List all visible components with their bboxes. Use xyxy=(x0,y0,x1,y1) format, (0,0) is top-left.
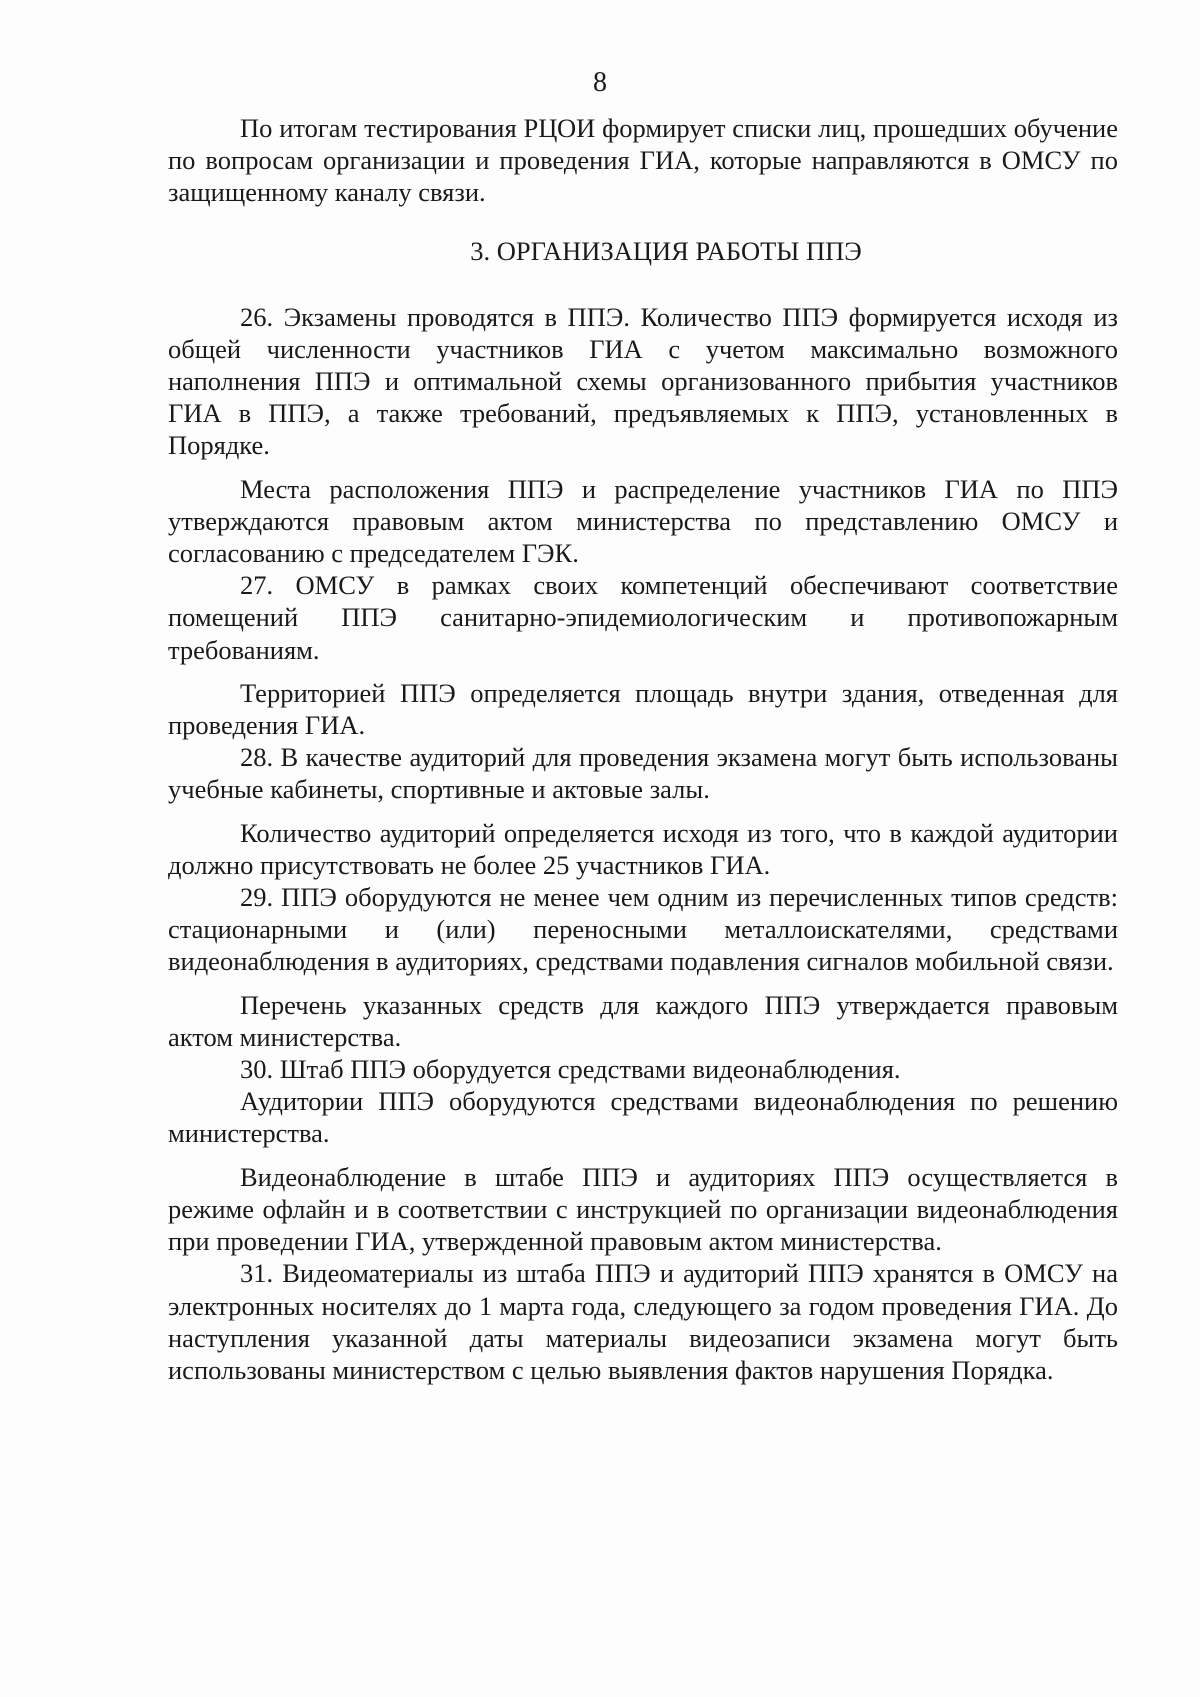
section-heading: 3. ОРГАНИЗАЦИЯ РАБОТЫ ППЭ xyxy=(470,235,862,266)
paragraph-30-video: Видеонаблюдение в штабе ППЭ и аудиториях ППЭ осуществляется в режиме офлайн и в соответствии с инструкцией по организации видеонаблюдения при проведении ГИА, утвержденной правовым актом министерства. xyxy=(168,1161,1118,1257)
paragraph-29: 29. ППЭ оборудуются не менее чем одним из перечисленных типов средств: стационарными и (или) переносными металлоискателями, средствами видеонаблюдения в аудиториях, средствами подавления сигналов мобильной связи. xyxy=(168,882,1118,977)
paragraph-27-territory: Территорией ППЭ определяется площадь внутри здания, отведенная для проведения ГИА. xyxy=(168,677,1118,741)
paragraph-30-auditoriums: Аудитории ППЭ оборудуются средствами видеонаблюдения по решению министерства. xyxy=(168,1086,1118,1149)
paragraph-28-auditoriums: Количество аудиторий определяется исходя из того, что в каждой аудитории должно присутствовать не более 25 участников ГИА. xyxy=(168,817,1118,880)
paragraph-30: 30. Штаб ППЭ оборудуется средствами видеонаблюдения. xyxy=(240,1054,901,1085)
paragraph-27: 27. ОМСУ в рамках своих компетенций обеспечивают соответствие помещений ППЭ санитарно-эпидемиологическим и противопожарным требованиям. xyxy=(168,570,1118,665)
page-number: 8 xyxy=(593,67,607,98)
paragraph-26: 26. Экзамены проводятся в ППЭ. Количество ППЭ формируется исходя из общей численности участников ГИА с учетом максимально возможного наполнения ППЭ и оптимальной схемы организованного прибытия участников ГИА в ППЭ, а также требований, предъявляемых к ППЭ, установленных в Порядке. xyxy=(168,301,1118,461)
intro-paragraph: По итогам тестирования РЦОИ формирует списки лиц, прошедших обучение по вопросам организации и проведения ГИА, которые направляются в ОМСУ по защищенному каналу связи. xyxy=(168,113,1118,208)
paragraph-26-locations: Места расположения ППЭ и распределение участников ГИА по ППЭ утверждаются правовым актом министерства по представлению ОМСУ и согласованию с председателем ГЭК. xyxy=(168,473,1118,569)
paragraph-29-list: Перечень указанных средств для каждого ППЭ утверждается правовым актом министерства. xyxy=(168,989,1118,1052)
page-content xyxy=(168,112,1118,1386)
paragraph-28: 28. В качестве аудиторий для проведения экзамена могут быть использованы учебные кабинеты, спортивные и актовые залы. xyxy=(168,742,1118,805)
paragraph-31: 31. Видеоматериалы из штаба ППЭ и аудиторий ППЭ хранятся в ОМСУ на электронных носителях до 1 марта года, следующего за годом проведения ГИА. До наступления указанной даты материалы видеозаписи экзамена могут быть использованы министерством с целью выявления фактов нарушения Порядка. xyxy=(168,1258,1118,1385)
